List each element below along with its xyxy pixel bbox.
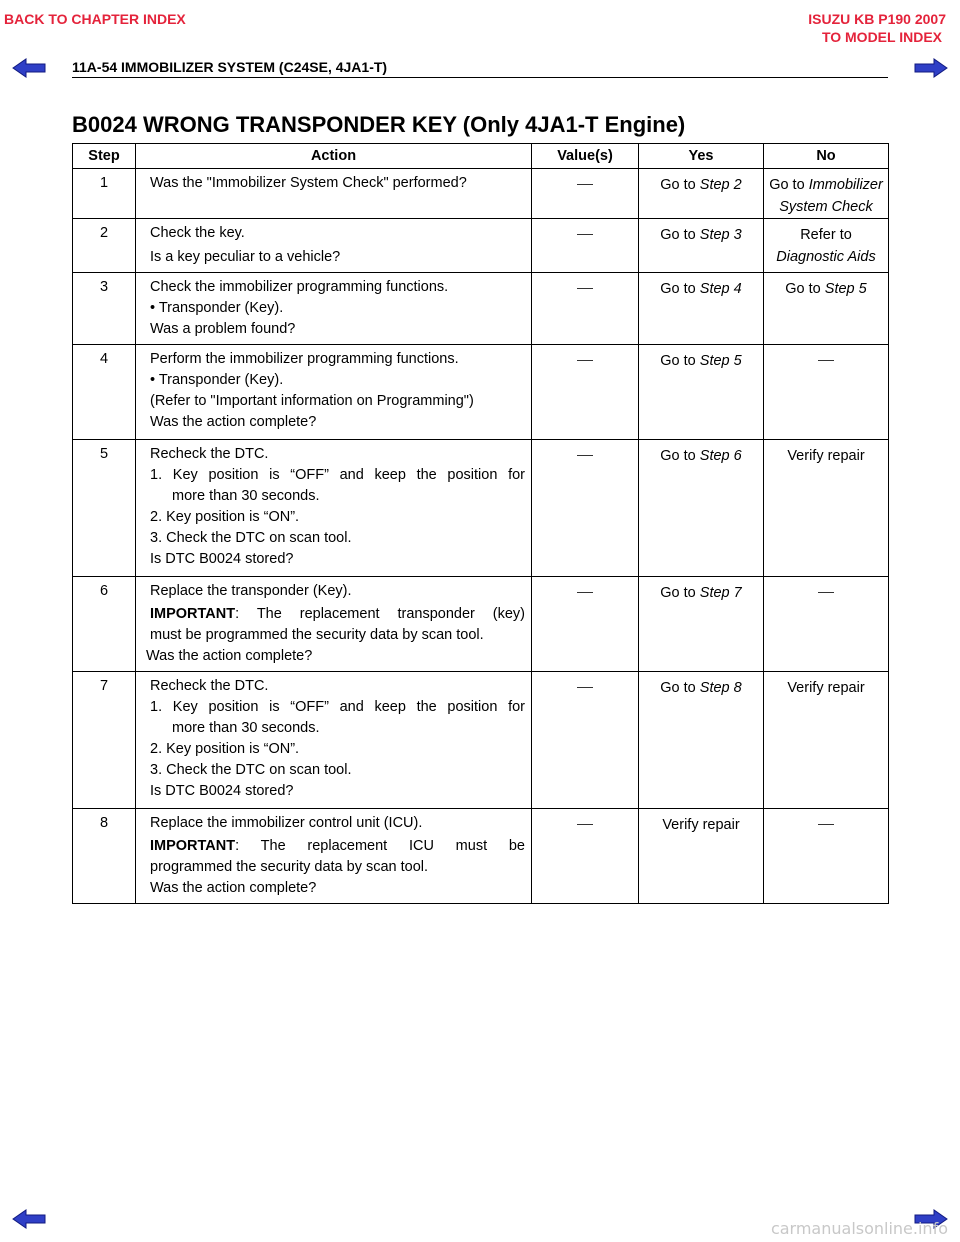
action-line: Was the action complete? xyxy=(146,648,313,664)
empty-no-dash xyxy=(818,592,834,593)
yes-step-link[interactable]: Step 3 xyxy=(699,227,742,243)
no-reference-link[interactable]: Immobilizer System Check xyxy=(779,177,883,215)
header-action: Action xyxy=(136,144,532,169)
yes-cell xyxy=(639,219,764,273)
yes-cell xyxy=(639,577,764,672)
empty-no-dash xyxy=(818,360,834,361)
yes-step-link[interactable]: Step 4 xyxy=(699,281,742,297)
action-line: Check the immobilizer programming functions. xyxy=(150,279,449,295)
no-cell xyxy=(764,273,889,345)
value-cell xyxy=(532,672,639,809)
action-line xyxy=(150,604,525,625)
action-line: Is a key peculiar to a vehicle? xyxy=(150,249,341,265)
action-line: Recheck the DTC. xyxy=(150,446,269,462)
empty-value-dash xyxy=(577,592,593,593)
step-number: 6 xyxy=(73,577,136,672)
action-cell xyxy=(136,273,532,345)
no-reference-link[interactable]: Diagnostic Aids xyxy=(776,249,876,265)
table-row xyxy=(73,169,889,219)
diagnostic-table xyxy=(72,143,889,904)
table-row xyxy=(73,577,889,672)
action-line: Replace the transponder (Key). xyxy=(150,583,352,599)
no-text: Refer to xyxy=(800,227,852,243)
action-line: (Refer to "Important information on Programming") xyxy=(150,393,474,409)
important-label: IMPORTANT xyxy=(150,606,236,622)
model-name-link[interactable]: ISUZU KB P190 2007 xyxy=(808,11,946,27)
action-line: Was the "Immobilizer System Check" performed? xyxy=(150,175,467,191)
action-line: more than 30 seconds. xyxy=(172,720,320,736)
yes-step-link[interactable]: Step 2 xyxy=(699,177,742,193)
action-line: Is DTC B0024 stored? xyxy=(150,783,294,799)
action-cell xyxy=(136,169,532,219)
empty-value-dash xyxy=(577,184,593,185)
empty-value-dash xyxy=(577,360,593,361)
value-cell xyxy=(532,169,639,219)
header-yes: Yes xyxy=(639,144,764,169)
yes-cell xyxy=(639,345,764,440)
value-cell xyxy=(532,219,639,273)
step-number: 7 xyxy=(73,672,136,809)
no-cell: Verify repair xyxy=(764,440,889,577)
important-text: : The replacement transponder (key) xyxy=(235,606,525,622)
step-number: 2 xyxy=(73,219,136,273)
next-page-arrow-icon[interactable] xyxy=(914,57,948,79)
important-label: IMPORTANT xyxy=(150,838,236,854)
action-line: must be programmed the security data by scan tool. xyxy=(150,627,484,643)
yes-step-link[interactable]: Step 7 xyxy=(699,585,742,601)
action-line: 2. Key position is “ON”. xyxy=(150,509,300,525)
yes-cell xyxy=(639,273,764,345)
action-line: • Transponder (Key). xyxy=(150,372,284,388)
action-line: Is DTC B0024 stored? xyxy=(150,551,294,567)
action-cell xyxy=(136,577,532,672)
yes-text: Go to xyxy=(660,177,700,193)
value-cell xyxy=(532,577,639,672)
table-row xyxy=(73,345,889,440)
no-text: Go to xyxy=(785,281,825,297)
table-row xyxy=(73,219,889,273)
table-header-row xyxy=(73,144,889,169)
table-row xyxy=(73,440,889,577)
previous-page-arrow-icon[interactable] xyxy=(12,57,46,79)
yes-text: Go to xyxy=(660,448,700,464)
yes-step-link[interactable]: Step 8 xyxy=(699,680,742,696)
action-line: Replace the immobilizer control unit (ICU). xyxy=(150,815,423,831)
action-line: 2. Key position is “ON”. xyxy=(150,741,300,757)
action-line: Perform the immobilizer programming functions. xyxy=(150,351,459,367)
step-number: 8 xyxy=(73,809,136,904)
yes-cell xyxy=(639,169,764,219)
step-number: 1 xyxy=(73,169,136,219)
action-line xyxy=(150,836,525,857)
no-cell: Verify repair xyxy=(764,672,889,809)
header-no: No xyxy=(764,144,889,169)
yes-text: Go to xyxy=(660,281,700,297)
watermark: carmanualsonline.info xyxy=(770,1219,948,1238)
header-rule xyxy=(72,77,888,78)
yes-cell xyxy=(639,672,764,809)
action-cell xyxy=(136,345,532,440)
empty-value-dash xyxy=(577,455,593,456)
value-cell xyxy=(532,809,639,904)
section-header: 11A-54 IMMOBILIZER SYSTEM (C24SE, 4JA1-T) xyxy=(72,59,388,75)
previous-page-arrow-bottom-icon[interactable] xyxy=(12,1208,46,1230)
step-number: 3 xyxy=(73,273,136,345)
no-cell xyxy=(764,809,889,904)
yes-step-link[interactable]: Step 6 xyxy=(699,448,742,464)
action-line: Was a problem found? xyxy=(150,321,296,337)
action-line: • Transponder (Key). xyxy=(150,300,284,316)
yes-text: Go to xyxy=(660,227,700,243)
no-cell xyxy=(764,219,889,273)
action-line: Check the key. xyxy=(150,225,245,241)
yes-step-link[interactable]: Step 5 xyxy=(699,353,742,369)
step-number: 4 xyxy=(73,345,136,440)
value-cell xyxy=(532,345,639,440)
action-line: Recheck the DTC. xyxy=(150,678,269,694)
page-title: B0024 WRONG TRANSPONDER KEY (Only 4JA1-T Engine) xyxy=(72,112,686,137)
action-line: more than 30 seconds. xyxy=(172,488,320,504)
action-line: programmed the security data by scan tool. xyxy=(150,859,429,875)
action-cell xyxy=(136,440,532,577)
empty-value-dash xyxy=(577,824,593,825)
action-line: 3. Check the DTC on scan tool. xyxy=(150,530,352,546)
value-cell xyxy=(532,273,639,345)
action-line: 1. Key position is “OFF” and keep the position for xyxy=(150,467,525,483)
action-line: 1. Key position is “OFF” and keep the position for xyxy=(150,699,525,715)
yes-cell xyxy=(639,440,764,577)
no-cell xyxy=(764,345,889,440)
no-cell xyxy=(764,577,889,672)
back-to-chapter-index-link[interactable]: BACK TO CHAPTER INDEX xyxy=(4,11,186,27)
table-row xyxy=(73,672,889,809)
table-row xyxy=(73,809,889,904)
empty-value-dash xyxy=(577,687,593,688)
action-line: 3. Check the DTC on scan tool. xyxy=(150,762,352,778)
action-cell xyxy=(136,809,532,904)
yes-text: Go to xyxy=(660,680,700,696)
yes-text: Go to xyxy=(660,353,700,369)
empty-value-dash xyxy=(577,288,593,289)
table-row xyxy=(73,273,889,345)
important-text: : The replacement ICU must be xyxy=(235,838,525,854)
header-values: Value(s) xyxy=(532,144,639,169)
to-model-index-link[interactable]: TO MODEL INDEX xyxy=(821,29,942,45)
header-step: Step xyxy=(73,144,136,169)
empty-value-dash xyxy=(577,234,593,235)
value-cell xyxy=(532,440,639,577)
empty-no-dash xyxy=(818,824,834,825)
action-line: Was the action complete? xyxy=(150,880,317,896)
action-cell xyxy=(136,219,532,273)
action-cell xyxy=(136,672,532,809)
no-text: Go to xyxy=(769,177,809,193)
step-number: 5 xyxy=(73,440,136,577)
no-step-link[interactable]: Step 5 xyxy=(824,281,867,297)
yes-text: Go to xyxy=(660,585,700,601)
no-cell xyxy=(764,169,889,219)
yes-cell: Verify repair xyxy=(639,809,764,904)
action-line: Was the action complete? xyxy=(150,414,317,430)
